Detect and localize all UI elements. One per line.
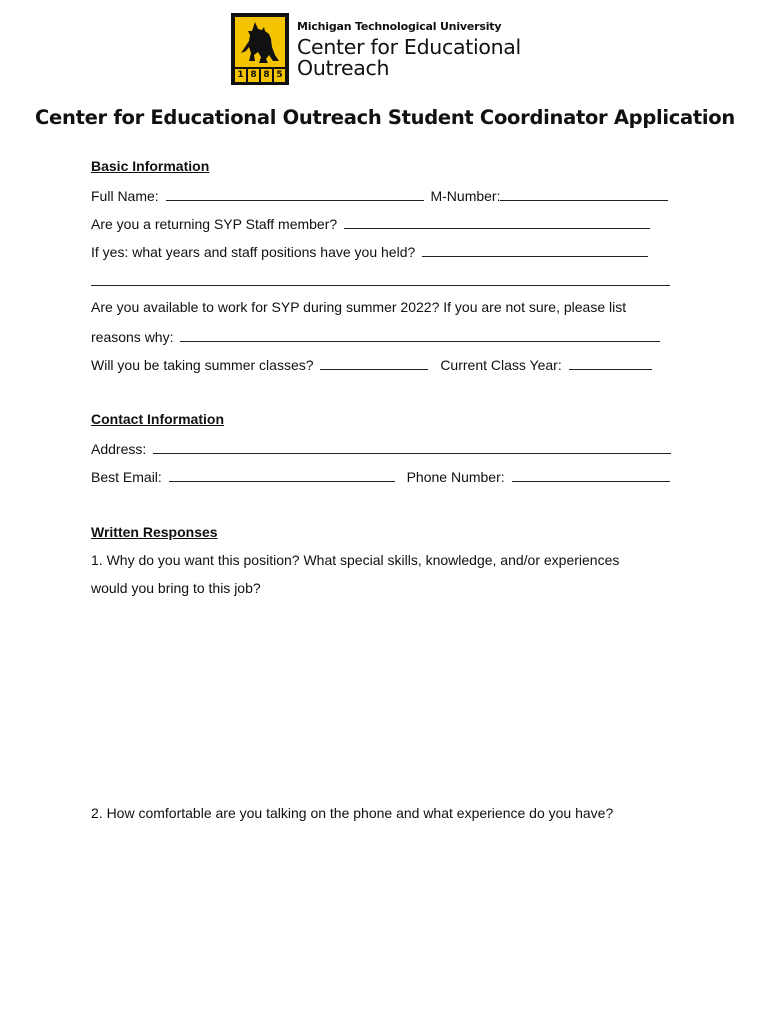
reasons-label: reasons why:: [91, 329, 174, 345]
if-yes-row: [91, 242, 648, 260]
class-year-label: Current Class Year:: [440, 357, 562, 373]
returning-row: [91, 214, 650, 232]
year-digit: 1: [235, 69, 246, 82]
full-name-row: [91, 186, 668, 204]
husky-icon: [235, 17, 285, 67]
email-field[interactable]: [169, 467, 395, 482]
available-row-2: [91, 327, 660, 345]
phone-label: Phone Number:: [406, 469, 505, 485]
founding-year: [235, 69, 285, 82]
center-name-line2: Outreach: [297, 56, 390, 80]
address-field[interactable]: [153, 439, 671, 454]
m-number-field[interactable]: [500, 186, 668, 201]
university-name: Michigan Technological University: [297, 20, 502, 33]
address-label: Address:: [91, 441, 147, 457]
husky-seal: [231, 13, 289, 85]
address-row: [91, 439, 671, 457]
question-1-line-1: 1. Why do you want this position? What special skills, knowledge, and/or experiences: [91, 552, 620, 568]
if-yes-label: If yes: what years and staff positions have you held?: [91, 244, 416, 260]
logo-wordmark: [297, 20, 521, 79]
section-heading-contact: Contact Information: [91, 411, 224, 427]
university-logo: [231, 13, 521, 85]
full-name-field[interactable]: [166, 186, 424, 201]
summer-classes-label: Will you be taking summer classes?: [91, 357, 314, 373]
summer-classes-row: [91, 355, 652, 373]
reasons-field[interactable]: [180, 327, 660, 342]
returning-label: Are you a returning SYP Staff member?: [91, 216, 338, 232]
full-name-label: Full Name:: [91, 188, 159, 204]
summer-classes-field[interactable]: [320, 355, 428, 370]
center-name-line1: Center for Educational: [297, 35, 521, 59]
section-heading-written: Written Responses: [91, 524, 218, 540]
section-heading-basic: Basic Information: [91, 158, 210, 174]
email-label: Best Email:: [91, 469, 162, 485]
m-number-label: M-Number:: [430, 188, 501, 204]
if-yes-field[interactable]: [422, 242, 648, 257]
year-digit: 8: [248, 69, 259, 82]
year-digit: 8: [261, 69, 272, 82]
question-1-line-2: would you bring to this job?: [91, 580, 261, 596]
phone-field[interactable]: [512, 467, 670, 482]
class-year-field[interactable]: [569, 355, 652, 370]
question-2: 2. How comfortable are you talking on the phone and what experience do you have?: [91, 805, 614, 821]
document-title: Center for Educational Outreach Student Coordinator Application: [35, 106, 735, 129]
if-yes-extra-line[interactable]: [91, 285, 670, 286]
available-row-1: Are you available to work for SYP during summer 2022? If you are not sure, please list: [91, 299, 627, 315]
returning-field[interactable]: [344, 214, 650, 229]
year-digit: 5: [274, 69, 285, 82]
email-phone-row: [91, 467, 670, 485]
husky-seal-field: [235, 17, 285, 67]
